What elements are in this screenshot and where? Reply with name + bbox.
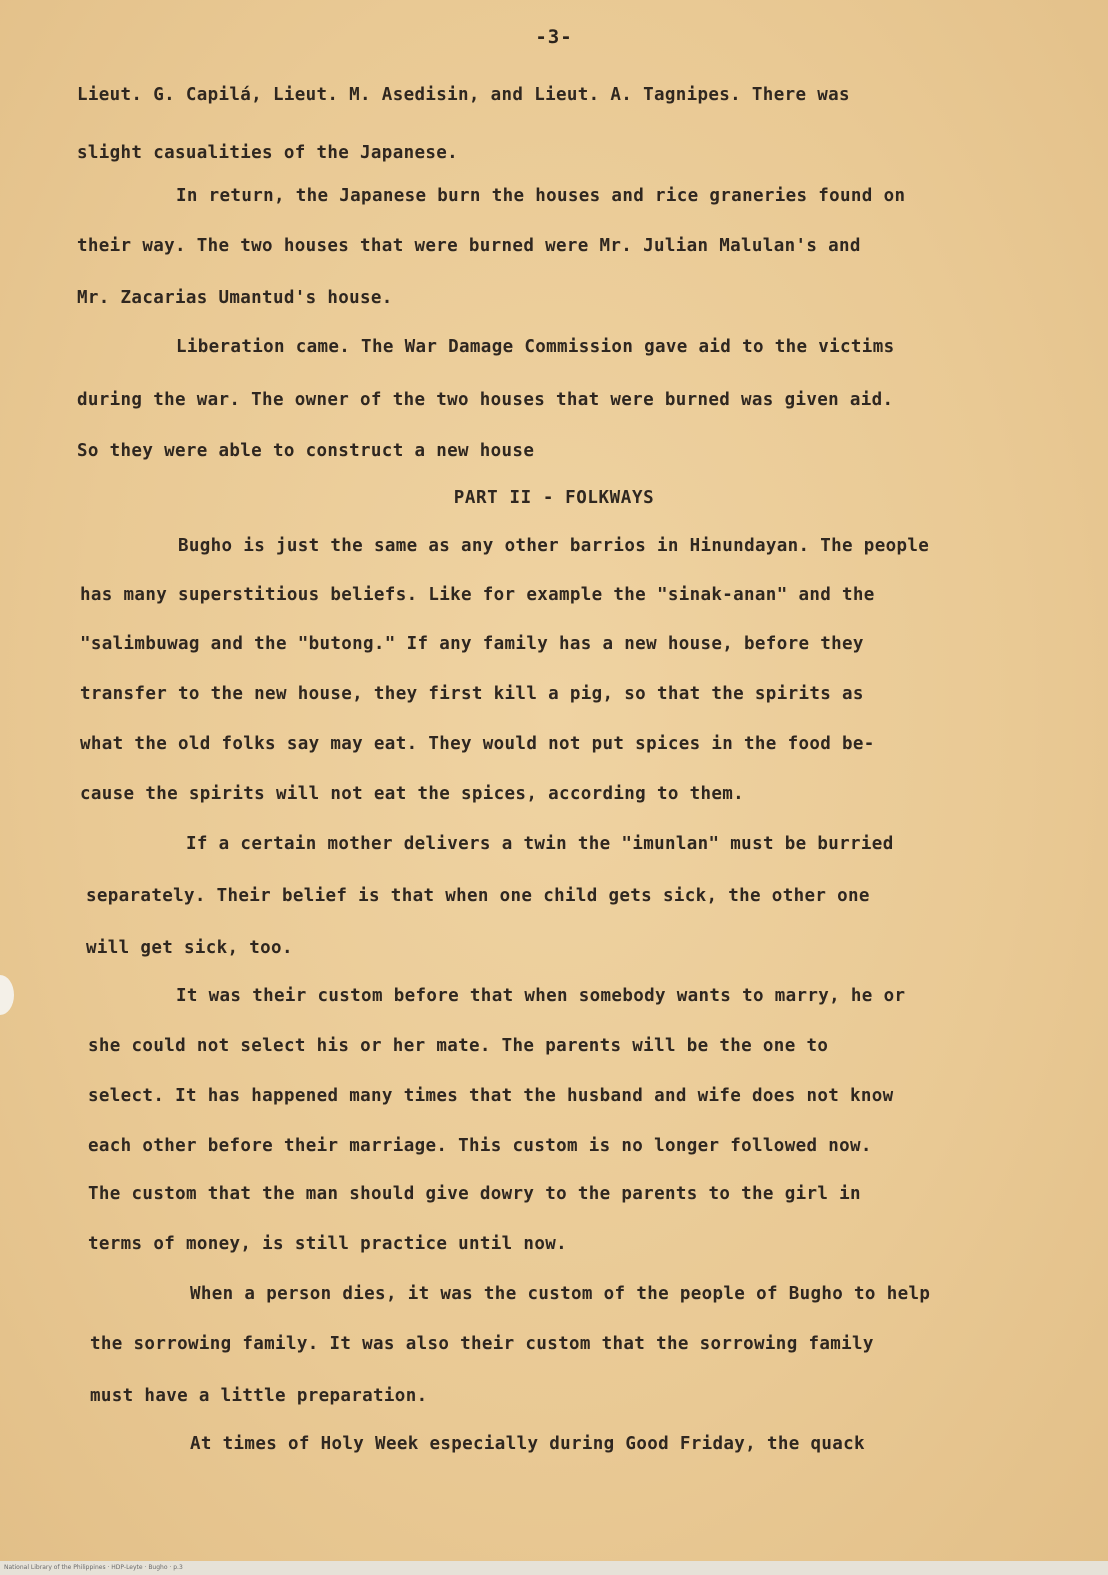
text-line: each other before their marriage. This custom is no longer followed now.: [88, 1136, 872, 1156]
text-line: So they were able to construct a new house: [77, 441, 535, 461]
text-line: during the war. The owner of the two houses that were burned was given aid.: [77, 390, 894, 410]
text-line: The custom that the man should give dowry to the parents to the girl in: [88, 1184, 861, 1204]
text-line: will get sick, too.: [86, 938, 293, 958]
punch-hole: [0, 975, 14, 1015]
text-line: "salimbuwag and the "butong." If any family has a new house, before they: [80, 634, 864, 654]
text-line: must have a little preparation.: [90, 1386, 428, 1406]
page-number: -3-: [535, 26, 573, 48]
text-line: If a certain mother delivers a twin the "imunlan" must be burried: [186, 834, 894, 854]
text-line: Lieut. G. Capilá, Lieut. M. Asedisin, and Lieut. A. Tagnipes. There was: [77, 85, 850, 105]
text-line: terms of money, is still practice until now.: [88, 1234, 567, 1254]
text-line: Bugho is just the same as any other barrios in Hinundayan. The people: [178, 536, 930, 556]
text-line: cause the spirits will not eat the spices, according to them.: [80, 784, 745, 804]
text-line: slight casualities of the Japanese.: [77, 143, 459, 163]
text-line: At times of Holy Week especially during Good Friday, the quack: [190, 1434, 865, 1454]
text-line: Liberation came. The War Damage Commission gave aid to the victims: [176, 337, 895, 357]
text-line: has many superstitious beliefs. Like for example the "sinak-anan" and the: [80, 585, 875, 605]
text-line: In return, the Japanese burn the houses and rice graneries found on: [176, 186, 906, 206]
text-line: Mr. Zacarias Umantud's house.: [77, 288, 393, 308]
archive-footer: National Library of the Philippines · HDP-Leyte · Bugho · p.3: [0, 1561, 1108, 1575]
text-line: their way. The two houses that were burned were Mr. Julian Malulan's and: [77, 236, 861, 256]
text-line: separately. Their belief is that when one child gets sick, the other one: [86, 886, 870, 906]
text-line: the sorrowing family. It was also their custom that the sorrowing family: [90, 1334, 874, 1354]
text-line: she could not select his or her mate. The parents will be the one to: [88, 1036, 829, 1056]
text-line: select. It has happened many times that the husband and wife does not know: [88, 1086, 894, 1106]
text-line: When a person dies, it was the custom of the people of Bugho to help: [190, 1284, 931, 1304]
text-line: It was their custom before that when somebody wants to marry, he or: [176, 986, 906, 1006]
text-line: transfer to the new house, they first kill a pig, so that the spirits as: [80, 684, 864, 704]
section-heading: PART II - FOLKWAYS: [453, 488, 655, 508]
text-line: what the old folks say may eat. They would not put spices in the food be-: [80, 734, 875, 754]
